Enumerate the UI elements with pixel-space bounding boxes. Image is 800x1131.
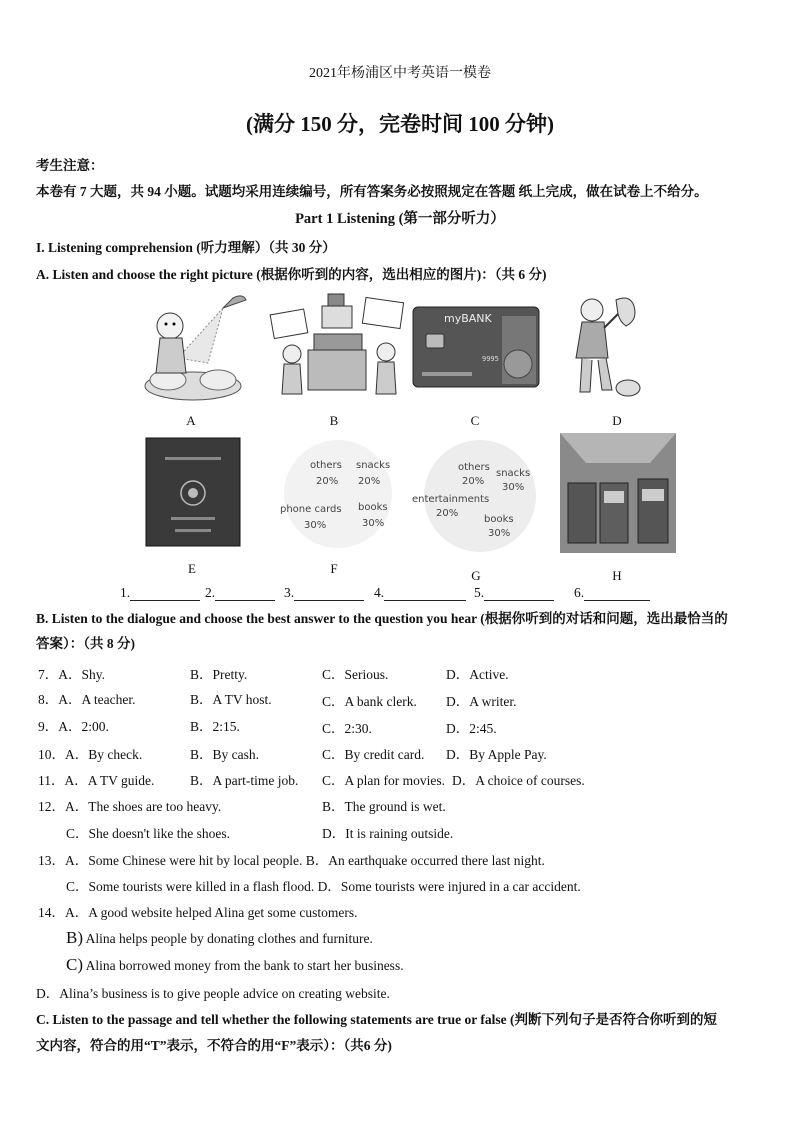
picture-label-d: D <box>612 413 622 428</box>
document-subtitle: (满分 150 分，完卷时间 100 分钟) <box>246 112 554 136</box>
sectionC-heading-1: C. Listen to the passage and tell whether the following statements are true or false (判断下列句子是否符合你听到的短 <box>36 1012 717 1027</box>
card-brand-text: myBANK <box>444 312 492 325</box>
q10-option-b: B．By cash. <box>190 747 259 762</box>
q9-option-b: B．2:15. <box>190 719 240 734</box>
q9-option-d: D．2:45. <box>446 721 497 736</box>
chart-f-phone-pct: 30% <box>304 520 327 531</box>
q14-option-d: D．Alina’s business is to give people advice on creating website. <box>36 986 390 1001</box>
picture-e-passport <box>145 437 241 547</box>
chart-f-others-pct: 20% <box>316 476 339 487</box>
answer-blank-1[interactable]: 1. <box>120 585 200 601</box>
q12-option-b: B．The ground is wet. <box>322 799 446 814</box>
q7-option-a: 7．A．Shy. <box>38 667 106 682</box>
q7-option-b: B．Pretty. <box>190 667 248 682</box>
q8-option-c: C．A bank clerk. <box>322 694 417 709</box>
notice-label: 考生注意： <box>36 158 104 173</box>
q8-option-a: 8．A．A teacher. <box>38 692 136 707</box>
picture-label-b: B <box>329 413 339 428</box>
q11-option-b: B．A part-time job. <box>190 773 299 788</box>
answer-blank-2[interactable]: 2. <box>205 585 275 601</box>
q7-option-d: D．Active. <box>446 667 509 682</box>
answer-blank-4[interactable]: 4. <box>374 585 466 601</box>
q11-option-c: C．A plan for movies. <box>322 773 445 788</box>
picture-f-chart <box>276 438 396 550</box>
picture-label-g: G <box>471 568 481 583</box>
sectionC-heading-2: 文内容，符合的用“T”表示，不符合的用“F”表示）：（共6 分) <box>36 1038 392 1053</box>
chart-g-others: others <box>458 462 490 473</box>
chart-g-snacks-pct: 30% <box>502 482 525 493</box>
q14-option-b: B) Alina helps people by donating clothes and furniture. <box>66 928 373 947</box>
q7-option-c: C．Serious. <box>322 667 389 682</box>
chart-f-phone: phone cards <box>280 504 342 515</box>
picture-g-chart <box>410 438 540 553</box>
chart-g-ent: entertainments <box>412 494 490 505</box>
sectionB-heading-2: 答案）：（共 8 分) <box>36 636 135 651</box>
q8-option-b: B．A TV host. <box>190 692 272 707</box>
picture-b-crowd <box>268 290 408 402</box>
chart-f-books-pct: 30% <box>362 518 385 529</box>
q11-option-a: 11．A．A TV guide. <box>38 773 155 788</box>
chart-g-others-pct: 20% <box>462 476 485 487</box>
q12-option-a: 12．A．The shoes are too heavy. <box>38 799 222 814</box>
q11-option-d: D．A choice of courses. <box>452 773 585 788</box>
q10-option-d: D．By Apple Pay. <box>446 747 547 762</box>
sectionB-heading-1: B. Listen to the dialogue and choose the best answer to the question you hear (根据你听到的对话和问题，选出最恰当的 <box>36 611 728 626</box>
picture-label-e: E <box>188 561 196 576</box>
picture-d-boy-dog <box>568 292 642 402</box>
q8-option-d: D．A writer. <box>446 694 517 709</box>
sectionA-heading: A. Listen and choose the right picture (根据你听到的内容，选出相应的图片)：（共 6 分) <box>36 267 547 282</box>
notice-text: 本卷有 7 大题，共 94 小题。试题均采用连续编号，所有答案务必按照规定在答题 纸上完成，做在试卷上不给分。 <box>36 184 708 199</box>
picture-label-h: H <box>612 568 622 583</box>
chart-f-books: books <box>358 502 388 513</box>
picture-label-c: C <box>470 413 480 428</box>
q13-options-cd: C．Some tourists were killed in a flash flood. D．Some tourists were injured in a car accident. <box>66 879 581 894</box>
chart-g-ent-pct: 20% <box>436 508 459 519</box>
q9-option-c: C．2:30. <box>322 721 372 736</box>
q9-option-a: 9．A．2:00. <box>38 719 109 734</box>
picture-a-shower <box>138 288 248 403</box>
q12-option-c: C．She doesn't like the shoes. <box>66 826 231 841</box>
q10-option-c: C．By credit card. <box>322 747 425 762</box>
picture-h-cabin <box>560 433 676 553</box>
document-title: 2021年杨浦区中考英语一模卷 <box>309 66 491 81</box>
q14-option-c: C) Alina borrowed money from the bank to start her business. <box>66 955 404 974</box>
answer-blank-6[interactable]: 6. <box>574 585 650 601</box>
picture-label-f: F <box>330 561 338 576</box>
chart-f-snacks: snacks <box>356 460 391 471</box>
q12-option-d: D．It is raining outside. <box>322 826 454 841</box>
part1-heading: Part 1 Listening (第一部分听力） <box>295 211 505 227</box>
chart-f-snacks-pct: 20% <box>358 476 381 487</box>
chart-g-books-pct: 30% <box>488 528 511 539</box>
section1-heading: I. Listening comprehension (听力理解）（共 30 分） <box>36 240 336 255</box>
picture-label-a: A <box>186 413 196 428</box>
chart-g-books: books <box>484 514 514 525</box>
q10-option-a: 10．A．By check. <box>38 747 143 762</box>
card-number-text: 9995 <box>482 355 499 363</box>
q14-option-a: 14．A．A good website helped Alina get some customers. <box>38 905 358 920</box>
q13-options-ab: 13．A．Some Chinese were hit by local people. B．An earthquake occurred there last night. <box>38 853 545 868</box>
answer-blank-3[interactable]: 3. <box>284 585 364 601</box>
answer-blank-5[interactable]: 5. <box>474 585 554 601</box>
chart-f-others: others <box>310 460 342 471</box>
chart-g-snacks: snacks <box>496 468 531 479</box>
picture-c-bank-card <box>412 306 540 388</box>
